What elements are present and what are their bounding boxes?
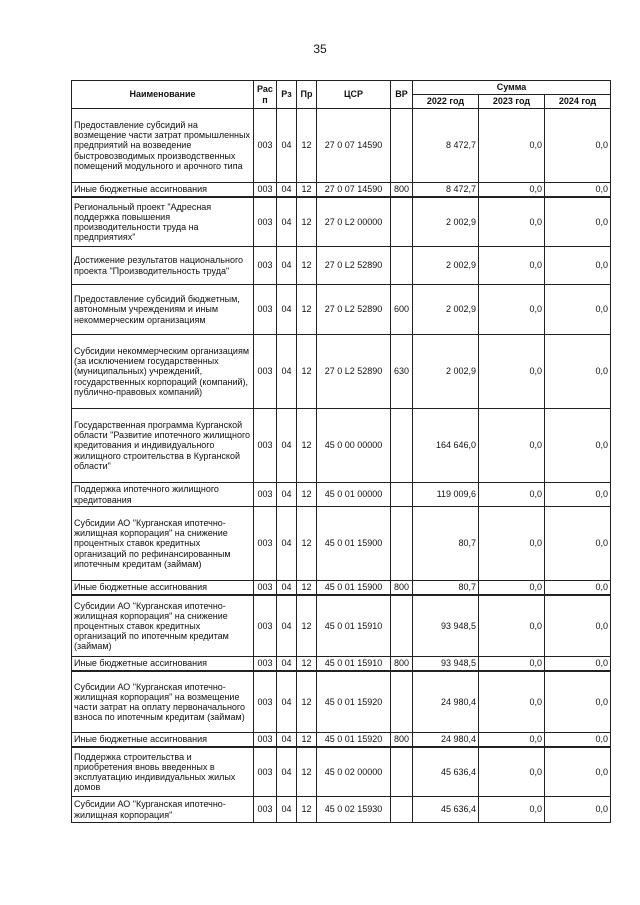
row-pr-cell: 12 xyxy=(297,409,317,483)
table-row xyxy=(72,507,611,581)
row-2023-cell: 0,0 xyxy=(479,483,545,507)
row-ras-cell: 003 xyxy=(254,197,277,247)
row-2023-cell: 0,0 xyxy=(479,595,545,657)
row-ras-cell: 003 xyxy=(254,335,277,409)
row-pr-cell: 12 xyxy=(297,581,317,595)
budget-table xyxy=(71,80,611,823)
row-2024-cell: 0,0 xyxy=(545,747,611,797)
row-vr-cell xyxy=(391,507,413,581)
table-row xyxy=(72,733,611,747)
table-row xyxy=(72,409,611,483)
row-ras-cell: 003 xyxy=(254,507,277,581)
row-rz-cell: 04 xyxy=(277,671,297,733)
table-row xyxy=(72,581,611,595)
row-2023-cell: 0,0 xyxy=(479,797,545,823)
row-pr-cell: 12 xyxy=(297,335,317,409)
row-pr-cell: 12 xyxy=(297,507,317,581)
row-pr-cell: 12 xyxy=(297,657,317,671)
row-csr-cell: 45 0 00 00000 xyxy=(317,409,391,483)
row-rz-cell: 04 xyxy=(277,797,297,823)
row-csr-cell: 45 0 01 15900 xyxy=(317,581,391,595)
table-row xyxy=(72,483,611,507)
row-vr-cell: 630 xyxy=(391,335,413,409)
row-csr-cell: 27 0 L2 52890 xyxy=(317,285,391,335)
table-body xyxy=(72,109,611,823)
row-csr-cell: 45 0 01 15920 xyxy=(317,733,391,747)
header-csr: ЦСР xyxy=(317,81,391,109)
row-vr-cell xyxy=(391,671,413,733)
row-csr-cell: 27 0 L2 52890 xyxy=(317,247,391,285)
row-pr-cell: 12 xyxy=(297,197,317,247)
row-2023-cell: 0,0 xyxy=(479,671,545,733)
row-vr-cell: 600 xyxy=(391,285,413,335)
table-row xyxy=(72,657,611,671)
row-vr-cell xyxy=(391,409,413,483)
row-ras-cell: 003 xyxy=(254,657,277,671)
row-vr-cell xyxy=(391,747,413,797)
row-2022-cell: 24 980,4 xyxy=(413,733,479,747)
row-ras-cell: 003 xyxy=(254,247,277,285)
row-ras-cell: 003 xyxy=(254,285,277,335)
row-rz-cell: 04 xyxy=(277,581,297,595)
row-2022-cell: 8 472,7 xyxy=(413,183,479,197)
row-vr-cell xyxy=(391,109,413,183)
row-ras-cell: 003 xyxy=(254,733,277,747)
row-2024-cell: 0,0 xyxy=(545,595,611,657)
row-2022-cell: 2 002,9 xyxy=(413,335,479,409)
row-2023-cell: 0,0 xyxy=(479,733,545,747)
row-csr-cell: 45 0 02 15930 xyxy=(317,797,391,823)
row-pr-cell: 12 xyxy=(297,247,317,285)
row-pr-cell: 12 xyxy=(297,797,317,823)
row-csr-cell: 27 0 07 14590 xyxy=(317,183,391,197)
row-vr-cell: 800 xyxy=(391,733,413,747)
row-name-cell: Предоставление субсидий на возмещение части затрат промышленных предприятий на возведение быстровозводимых производственных помещений модульного и арочного типа xyxy=(72,109,254,183)
row-2024-cell: 0,0 xyxy=(545,409,611,483)
table-row xyxy=(72,247,611,285)
row-csr-cell: 45 0 01 15910 xyxy=(317,657,391,671)
row-2024-cell: 0,0 xyxy=(545,183,611,197)
row-2024-cell: 0,0 xyxy=(545,285,611,335)
header-2024: 2024 год xyxy=(545,95,611,109)
row-pr-cell: 12 xyxy=(297,483,317,507)
row-csr-cell: 45 0 01 00000 xyxy=(317,483,391,507)
row-rz-cell: 04 xyxy=(277,197,297,247)
row-name-cell: Государственная программа Курганской области "Развитие ипотечного жилищного кредитования и индивидуального жилищного строительства в Курганской области" xyxy=(72,409,254,483)
row-vr-cell xyxy=(391,247,413,285)
row-vr-cell xyxy=(391,797,413,823)
table-row xyxy=(72,747,611,797)
row-name-cell: Поддержка строительства и приобретения вновь введенных в эксплуатацию индивидуальных жилых домов xyxy=(72,747,254,797)
row-ras-cell: 003 xyxy=(254,483,277,507)
row-name-cell: Субсидии АО "Курганская ипотечно-жилищная корпорация" xyxy=(72,797,254,823)
row-csr-cell: 27 0 L2 00000 xyxy=(317,197,391,247)
row-2023-cell: 0,0 xyxy=(479,183,545,197)
row-2023-cell: 0,0 xyxy=(479,409,545,483)
row-2022-cell: 93 948,5 xyxy=(413,595,479,657)
row-2024-cell: 0,0 xyxy=(545,671,611,733)
row-rz-cell: 04 xyxy=(277,657,297,671)
row-2023-cell: 0,0 xyxy=(479,109,545,183)
row-2022-cell: 80,7 xyxy=(413,581,479,595)
row-name-cell: Иные бюджетные ассигнования xyxy=(72,657,254,671)
row-name-cell: Иные бюджетные ассигнования xyxy=(72,581,254,595)
row-ras-cell: 003 xyxy=(254,747,277,797)
row-csr-cell: 45 0 01 15920 xyxy=(317,671,391,733)
row-2023-cell: 0,0 xyxy=(479,285,545,335)
header-rz: Рз xyxy=(277,81,297,109)
row-csr-cell: 27 0 L2 52890 xyxy=(317,335,391,409)
row-ras-cell: 003 xyxy=(254,409,277,483)
row-name-cell: Иные бюджетные ассигнования xyxy=(72,733,254,747)
row-csr-cell: 45 0 01 15900 xyxy=(317,507,391,581)
row-2024-cell: 0,0 xyxy=(545,483,611,507)
row-2022-cell: 93 948,5 xyxy=(413,657,479,671)
row-rz-cell: 04 xyxy=(277,335,297,409)
table-row xyxy=(72,197,611,247)
row-ras-cell: 003 xyxy=(254,671,277,733)
table-row xyxy=(72,671,611,733)
row-rz-cell: 04 xyxy=(277,507,297,581)
row-name-cell: Поддержка ипотечного жилищного кредитования xyxy=(72,483,254,507)
row-2022-cell: 2 002,9 xyxy=(413,197,479,247)
row-2024-cell: 0,0 xyxy=(545,335,611,409)
row-rz-cell: 04 xyxy=(277,183,297,197)
row-2024-cell: 0,0 xyxy=(545,507,611,581)
header-name: Наименование xyxy=(72,81,254,109)
table-row xyxy=(72,183,611,197)
row-pr-cell: 12 xyxy=(297,595,317,657)
row-vr-cell: 800 xyxy=(391,183,413,197)
table-row xyxy=(72,109,611,183)
row-rz-cell: 04 xyxy=(277,747,297,797)
row-vr-cell xyxy=(391,483,413,507)
row-name-cell: Субсидии АО "Курганская ипотечно-жилищная корпорация" на снижение процентных ставок кредитных организаций по рефинансированным ипотечным кредитам (займам) xyxy=(72,507,254,581)
row-name-cell: Достижение результатов национального проекта "Производительность труда" xyxy=(72,247,254,285)
row-2024-cell: 0,0 xyxy=(545,581,611,595)
table-row xyxy=(72,797,611,823)
row-rz-cell: 04 xyxy=(277,409,297,483)
row-csr-cell: 45 0 01 15910 xyxy=(317,595,391,657)
row-rz-cell: 04 xyxy=(277,733,297,747)
header-2023: 2023 год xyxy=(479,95,545,109)
row-2023-cell: 0,0 xyxy=(479,747,545,797)
row-2022-cell: 45 636,4 xyxy=(413,797,479,823)
row-pr-cell: 12 xyxy=(297,733,317,747)
row-ras-cell: 003 xyxy=(254,595,277,657)
budget-table-container xyxy=(71,80,610,823)
row-pr-cell: 12 xyxy=(297,109,317,183)
table-row xyxy=(72,285,611,335)
table-row xyxy=(72,595,611,657)
row-pr-cell: 12 xyxy=(297,285,317,335)
row-ras-cell: 003 xyxy=(254,797,277,823)
row-ras-cell: 003 xyxy=(254,109,277,183)
page-number: 35 xyxy=(313,42,327,56)
row-rz-cell: 04 xyxy=(277,285,297,335)
row-pr-cell: 12 xyxy=(297,671,317,733)
row-2024-cell: 0,0 xyxy=(545,797,611,823)
header-pr: Пр xyxy=(297,81,317,109)
row-vr-cell xyxy=(391,595,413,657)
row-2022-cell: 119 009,6 xyxy=(413,483,479,507)
row-2023-cell: 0,0 xyxy=(479,335,545,409)
row-csr-cell: 27 0 07 14590 xyxy=(317,109,391,183)
header-ras: Рас п xyxy=(254,81,277,109)
row-2023-cell: 0,0 xyxy=(479,247,545,285)
header-2022: 2022 год xyxy=(413,95,479,109)
row-2022-cell: 8 472,7 xyxy=(413,109,479,183)
row-2024-cell: 0,0 xyxy=(545,109,611,183)
row-2022-cell: 45 636,4 xyxy=(413,747,479,797)
row-name-cell: Субсидии АО "Курганская ипотечно-жилищная корпорация" на снижение процентных ставок кредитных организаций по ипотечным кредитам (займам) xyxy=(72,595,254,657)
row-2023-cell: 0,0 xyxy=(479,581,545,595)
row-ras-cell: 003 xyxy=(254,183,277,197)
row-2022-cell: 2 002,9 xyxy=(413,247,479,285)
row-ras-cell: 003 xyxy=(254,581,277,595)
header-sum: Сумма xyxy=(413,81,611,95)
row-2024-cell: 0,0 xyxy=(545,733,611,747)
row-vr-cell xyxy=(391,197,413,247)
row-name-cell: Субсидии некоммерческим организациям (за исключением государственных (муниципальных) учреждений, государственных корпораций (компаний), публично-правовых компаний) xyxy=(72,335,254,409)
table-row xyxy=(72,335,611,409)
header-row-1 xyxy=(72,81,611,95)
row-csr-cell: 45 0 02 00000 xyxy=(317,747,391,797)
row-rz-cell: 04 xyxy=(277,595,297,657)
row-2024-cell: 0,0 xyxy=(545,657,611,671)
row-2022-cell: 2 002,9 xyxy=(413,285,479,335)
row-2022-cell: 80,7 xyxy=(413,507,479,581)
row-2023-cell: 0,0 xyxy=(479,507,545,581)
row-name-cell: Субсидии АО "Курганская ипотечно-жилищная корпорация" на возмещение части затрат на оплату первоначального взноса по ипотечным кредитам (займам) xyxy=(72,671,254,733)
row-2022-cell: 24 980,4 xyxy=(413,671,479,733)
row-2023-cell: 0,0 xyxy=(479,657,545,671)
row-2024-cell: 0,0 xyxy=(545,197,611,247)
row-vr-cell: 800 xyxy=(391,581,413,595)
row-2023-cell: 0,0 xyxy=(479,197,545,247)
header-vr: ВР xyxy=(391,81,413,109)
row-rz-cell: 04 xyxy=(277,109,297,183)
row-2022-cell: 164 646,0 xyxy=(413,409,479,483)
row-pr-cell: 12 xyxy=(297,183,317,197)
row-vr-cell: 800 xyxy=(391,657,413,671)
row-rz-cell: 04 xyxy=(277,247,297,285)
row-name-cell: Региональный проект "Адресная поддержка повышения производительности труда на предприятиях" xyxy=(72,197,254,247)
row-name-cell: Предоставление субсидий бюджетным, автономным учреждениям и иным некоммерческим организациям xyxy=(72,285,254,335)
row-name-cell: Иные бюджетные ассигнования xyxy=(72,183,254,197)
row-2024-cell: 0,0 xyxy=(545,247,611,285)
row-rz-cell: 04 xyxy=(277,483,297,507)
row-pr-cell: 12 xyxy=(297,747,317,797)
